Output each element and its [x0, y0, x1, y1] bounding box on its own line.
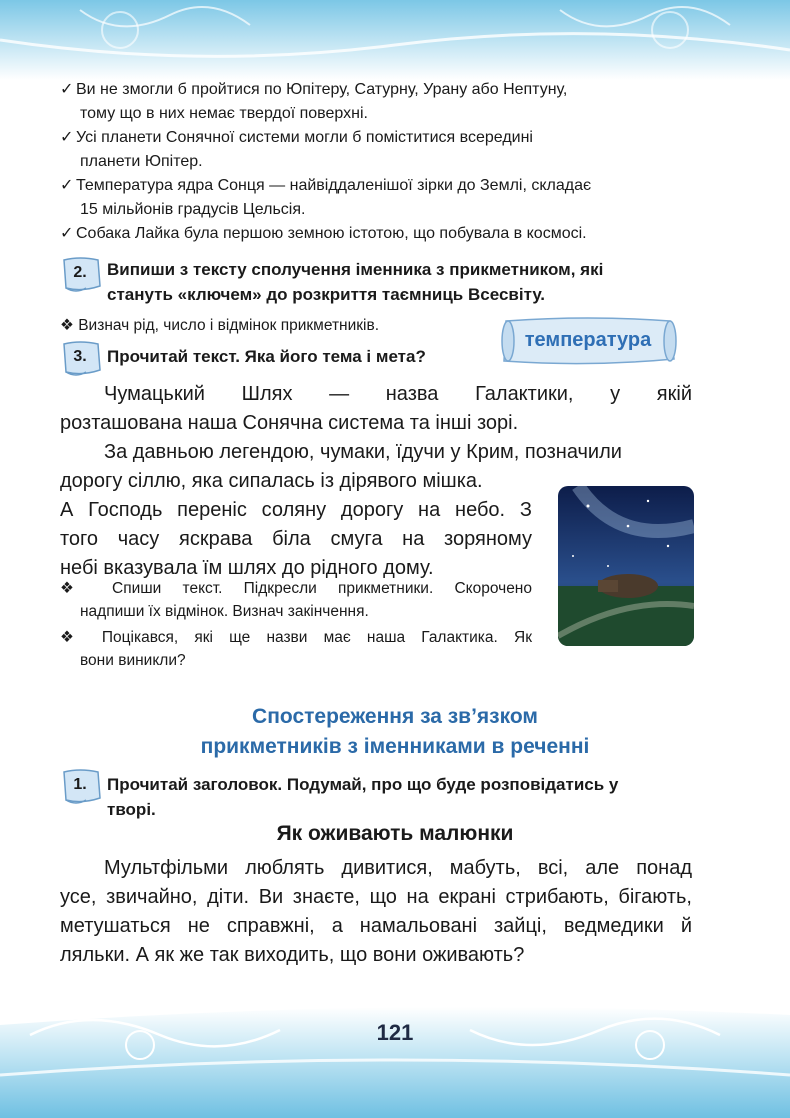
passage-line: [60, 380, 692, 409]
fact-line: Усі планети Сонячної системи могли б поміститися всередині: [76, 129, 533, 146]
task-text: Прочитай текст. Яка його тема і мета?: [107, 347, 426, 366]
word: —: [329, 383, 350, 405]
word: якій: [656, 383, 692, 405]
story-line: усе, звичайно, діти. Ви знаєте, що на екрані стрибають, бігають,: [60, 886, 692, 908]
task-line: Прочитай заголовок. Подумай, про що буде розповідатись у: [107, 775, 619, 794]
task-line: Випиши з тексту сполучення іменника з прикметником, які: [107, 260, 604, 279]
story-line: ляльки. А як же так виходить, що вони оживають?: [60, 944, 525, 966]
fact-line: Температура ядра Сонця — найвіддаленішої зірки до Землі, складає: [76, 177, 592, 194]
section-title: [0, 702, 790, 762]
fact-line: тому що в них немає твердої поверхні.: [80, 105, 368, 122]
passage-cont: [60, 496, 532, 583]
task-number: 3.: [73, 348, 87, 365]
fact-line: Ви не змогли б пройтися по Юпітеру, Сатурну, Урану або Нептуну,: [76, 81, 568, 98]
task-number: 2.: [73, 264, 87, 281]
subtask-item: [60, 314, 480, 337]
task-number: 1.: [73, 776, 87, 793]
diamond-icon: ❖: [60, 317, 74, 334]
passage-line: дорогу сіллю, яка сипалась із дірявого мішка.: [60, 470, 483, 492]
word: у: [610, 383, 621, 405]
story-line: метушаться не справжні, а намальовані зайці, ведмедики й: [60, 915, 692, 937]
fact-item: [60, 174, 692, 222]
diamond-icon: ❖: [60, 629, 86, 646]
scroll-word-text: температура: [524, 329, 652, 351]
check-icon: ✓: [60, 177, 74, 194]
subtask-text: вони виникли?: [80, 652, 186, 669]
word: Галактики,: [475, 383, 574, 405]
check-icon: ✓: [60, 225, 74, 242]
page-number: 121: [376, 1020, 414, 1045]
story-text: [60, 854, 692, 970]
section-title-line: Спостереження за зв’язком: [252, 705, 538, 728]
passage-line: А Господь переніс соляну дорогу на небо. З: [60, 499, 532, 521]
passage: [60, 380, 692, 496]
passage-line: розташована наша Сонячна система та інші зорі.: [60, 412, 519, 434]
task-number-badge: [60, 768, 104, 808]
passage-line: За давньою легендою, чумаки, їдучи у Крим, позначили: [104, 441, 622, 463]
night-sky-illustration: [558, 486, 694, 646]
subtask-item: [60, 626, 532, 672]
section-title-line: прикметників з іменниками в реченні: [200, 735, 590, 758]
task-line: творі.: [107, 800, 156, 819]
passage-line: того часу яскрава біла смуга на зоряному: [60, 528, 532, 550]
diamond-icon: ❖: [60, 580, 91, 597]
subtask-text: надпиши їх відмінок. Визнач закінчення.: [80, 603, 369, 620]
passage-line: небі вказувала їм шлях до рідного дому.: [60, 557, 434, 579]
fact-item: [60, 222, 692, 246]
task-number-badge: [60, 340, 104, 380]
subtask-item: [60, 577, 532, 623]
word-scroll: [498, 315, 678, 367]
task-text: [107, 257, 692, 307]
fact-line: Собака Лайка була першою земною істотою, що побувала в космосі.: [76, 225, 587, 242]
subtask-text: Визнач рід, число і відмінок прикметників.: [78, 317, 380, 334]
word: Шлях: [241, 383, 293, 405]
task-line: стануть «ключем» до розкриття таємниць Всесвіту.: [107, 285, 545, 304]
footer-ornament: [0, 985, 790, 1118]
subtask-text: Поцікався, які ще назви має наша Галактика. Як: [101, 629, 532, 646]
header-ornament: [0, 0, 790, 80]
word: назва: [385, 383, 439, 405]
story-line: Мультфільми люблять дивитися, мабуть, всі, але понад: [104, 857, 692, 879]
check-icon: ✓: [60, 129, 74, 146]
fact-item: [60, 78, 692, 126]
fact-line: планети Юпітер.: [80, 153, 203, 170]
check-icon: ✓: [60, 81, 74, 98]
fact-item: [60, 126, 692, 174]
word: Чумацький: [104, 383, 205, 405]
fact-line: 15 мільйонів градусів Цельсія.: [80, 201, 306, 218]
subtask-text: Спиши текст. Підкресли прикметники. Скорочено: [112, 580, 532, 597]
task-number-badge: [60, 256, 104, 296]
story-title: Як оживають малюнки: [276, 822, 514, 845]
task-text: [107, 772, 692, 822]
